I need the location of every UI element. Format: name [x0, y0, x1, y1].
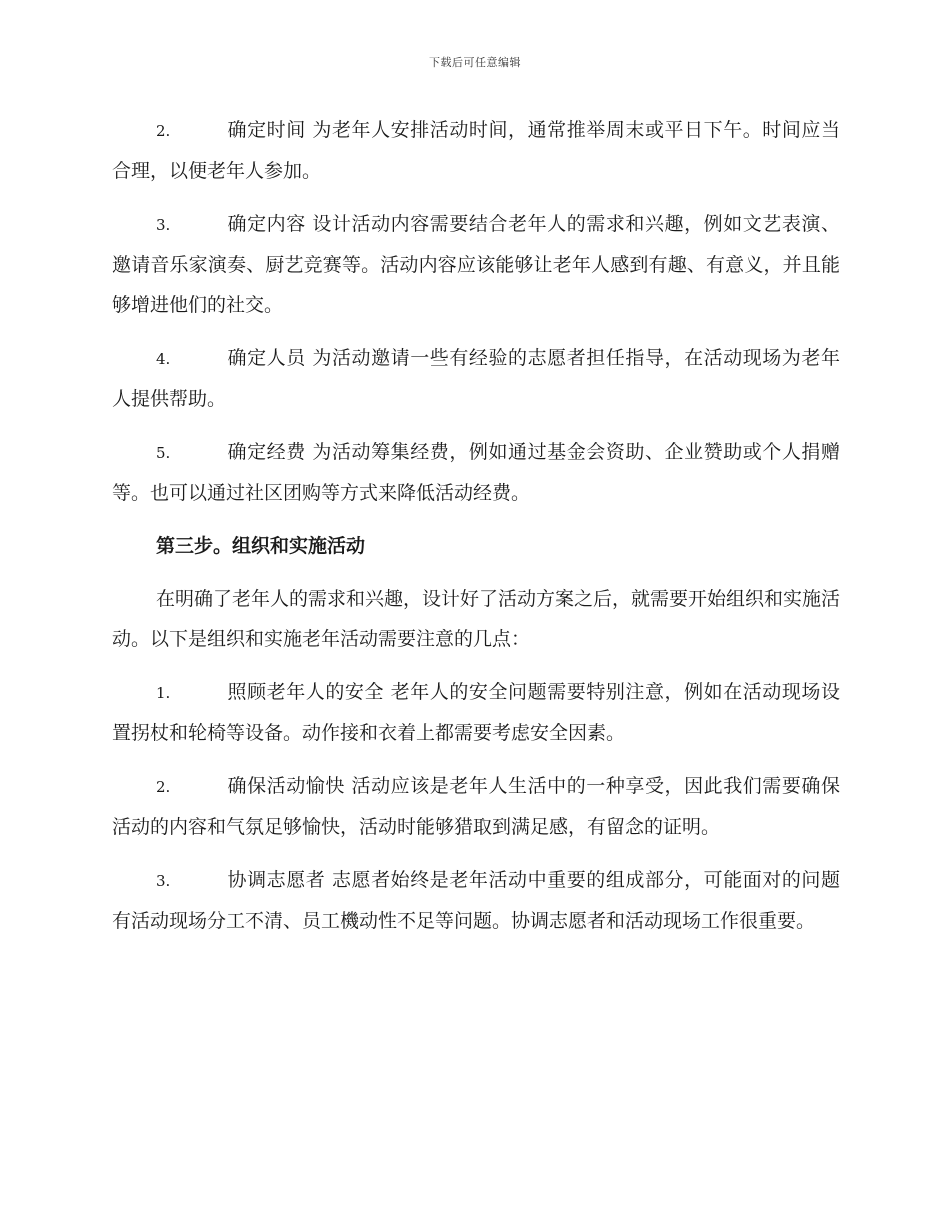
- list-item-number: 2.: [156, 122, 171, 140]
- list-item-number: 4.: [156, 350, 171, 368]
- list-item-safety: [112, 672, 840, 753]
- list-item-number: 3.: [156, 216, 171, 234]
- list-item-text: 确定经费 为活动筹集经费，例如通过基金会资助、企业赞助或个人捐赠等。也可以通过社区团购等方式来降低活动经费。: [112, 441, 840, 504]
- list-item-number: 1.: [156, 684, 171, 702]
- list-item-time: [112, 110, 840, 191]
- list-item-enjoyment: [112, 766, 840, 847]
- list-item-volunteers: [112, 860, 840, 941]
- list-item-text: 确保活动愉快 活动应该是老年人生活中的一种享受，因此我们需要确保活动的内容和气氛足够愉快，活动时能够猎取到满足感，有留念的证明。: [112, 775, 840, 838]
- page-header: 下载后可任意编辑: [429, 56, 521, 69]
- list-item-text: 确定时间 为老年人安排活动时间，通常推举周末或平日下午。时间应当合理，以便老年人参加。: [112, 119, 840, 182]
- list-item-personnel: [112, 338, 840, 419]
- intro-paragraph: 在明确了老年人的需求和兴趣，设计好了活动方案之后，就需要开始组织和实施活动。以下是组织和实施老年活动需要注意的几点：: [112, 588, 841, 650]
- list-item-number: 3.: [156, 872, 171, 890]
- list-item-text: 确定人员 为活动邀请一些有经验的志愿者担任指导，在活动现场为老年人提供帮助。: [112, 347, 840, 410]
- list-item-text: 协调志愿者 志愿者始终是老年活动中重要的组成部分，可能面对的问题有活动现场分工不清、员工機动性不足等问题。协调志愿者和活动现场工作很重要。: [112, 869, 840, 932]
- list-item-funding: [112, 432, 840, 513]
- section-heading: 第三步。组织和实施活动: [156, 535, 366, 557]
- list-item-number: 2.: [156, 778, 171, 796]
- list-item-number: 5.: [156, 444, 171, 462]
- list-item-text: 确定内容 设计活动内容需要结合老年人的需求和兴趣，例如文艺表演、邀请音乐家演奏、厨艺竞赛等。活动内容应该能够让老年人感到有趣、有意义，并且能够增进他们的社交。: [112, 213, 840, 316]
- list-item-text: 照顾老年人的安全 老年人的安全问题需要特别注意，例如在活动现场设置拐杖和轮椅等设备。动作接和衣着上都需要考虑安全因素。: [112, 681, 840, 744]
- document-body: [112, 110, 840, 954]
- list-item-content: [112, 204, 840, 325]
